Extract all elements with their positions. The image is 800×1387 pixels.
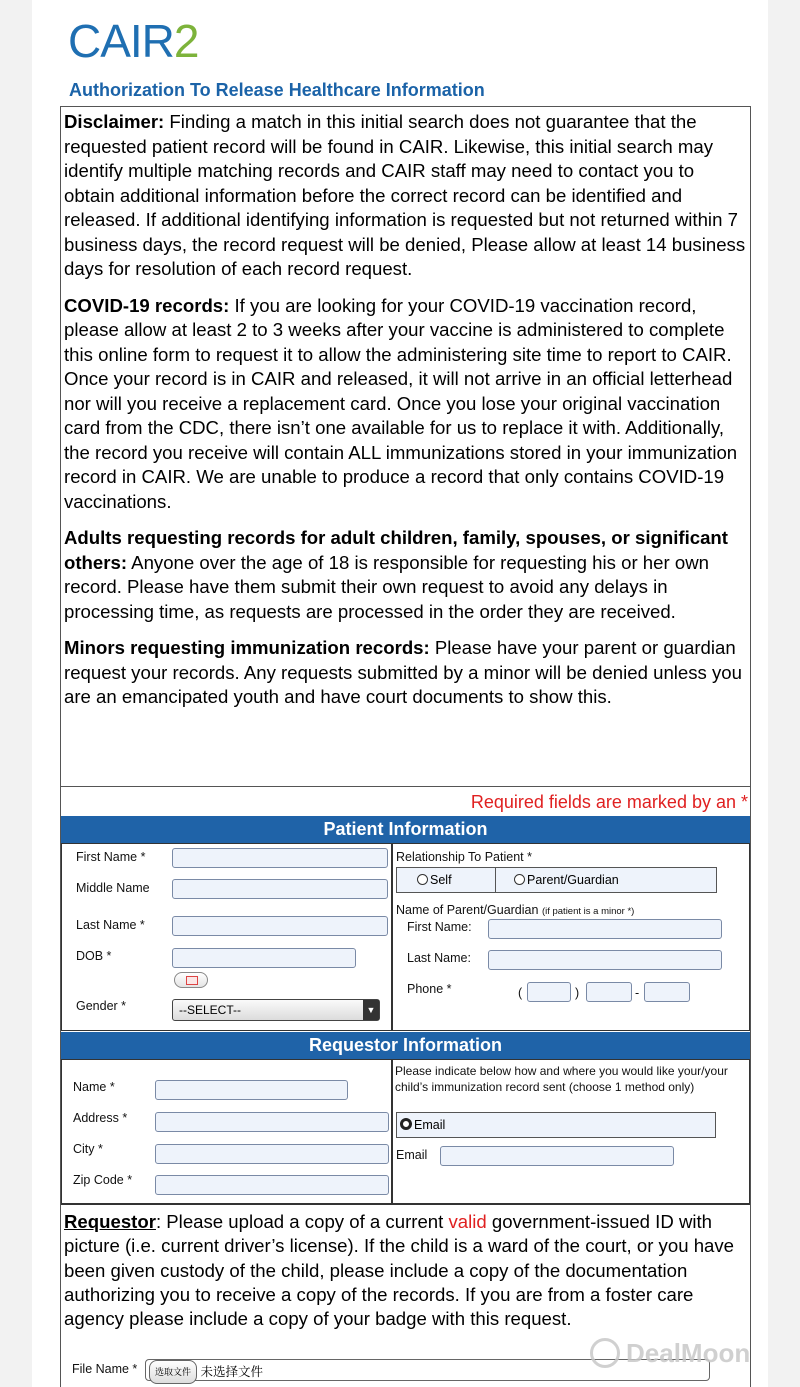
last-name-label: Last Name * [76,918,145,932]
dob-input[interactable] [172,948,356,968]
middle-name-input[interactable] [172,879,388,899]
guardian-heading: Name of Parent/Guardian (if patient is a minor *) [396,903,635,917]
address-label: Address * [73,1111,128,1125]
file-name-label: File Name * [72,1362,138,1376]
middle-name-label: Middle Name [76,881,150,895]
gender-select[interactable]: --SELECT-- ▼ [172,999,380,1021]
requestor-name-input[interactable] [155,1080,348,1100]
first-name-label: First Name * [76,850,146,864]
dealmoon-logo-icon [590,1338,620,1368]
phone-label: Phone * [407,982,452,996]
first-name-input[interactable] [172,848,388,868]
zip-code-label: Zip Code * [73,1173,133,1187]
cair2-logo: CAIR2 [68,15,199,67]
email-label: Email [396,1148,428,1162]
disclaimer-box [60,106,751,787]
patient-right-panel [392,843,750,1031]
zip-code-input[interactable] [155,1175,389,1195]
page-subtitle: Authorization To Release Healthcare Information [69,80,485,100]
email-input[interactable] [440,1146,674,1166]
requestor-right-panel [392,1059,750,1204]
required-fields-note: Required fields are marked by an * [470,792,748,812]
radio-selected-icon[interactable] [400,1118,412,1130]
requestor-information-header: Requestor Information [61,1032,750,1059]
guardian-last-name-label: Last Name: [407,951,471,965]
phone-prefix-input[interactable] [586,982,632,1002]
relationship-parent-option[interactable]: Parent/Guardian [495,867,717,893]
patient-left-panel [61,843,392,1031]
dealmoon-watermark: DealMoon [590,1338,750,1369]
phone-area-code-input[interactable] [527,982,571,1002]
upload-instructions: Requestor: Please upload a copy of a current valid government-issued ID with picture (i.e. current driver’s license). If the child is a ward of the court, or you have been given custody of the child, please include a copy of the documentation authorizing you to receive a copy of the records. If you are from a foster care agency please include a copy of your badge with this request. [64,1211,735,1330]
radio-icon[interactable] [514,874,525,885]
adults-requesting-paragraph: Adults requesting records for adult children, family, spouses, or significant others: Anyone over the age of 18 is responsible for requesting his or her own record. Please have them submit their own request to avoid any delays in processing time, as requests are processed in the order they are received. [64,527,728,622]
calendar-icon[interactable] [174,972,208,988]
gender-label: Gender * [76,999,127,1013]
chevron-down-icon: ▼ [363,1000,379,1020]
city-input[interactable] [155,1144,389,1164]
minors-requesting-paragraph: Minors requesting immunization records: Please have your parent or guardian request your records. Any requests submitted by a minor will be denied unless you are an emancipated youth and have court documents to show this. [64,637,742,707]
address-input[interactable] [155,1112,389,1132]
guardian-first-name-input[interactable] [488,919,722,939]
file-status-text: 未选择文件 [200,1365,264,1379]
disclaimer-paragraph: Disclaimer: Finding a match in this initial search does not guarantee that the requested patient record will be found in CAIR. Likewise, this initial search may identify multiple matching records and CAIR staff may need to contact you to obtain additional information before the correct record can be identified and released. If additional identifying information is requested but not returned within 7 business days, the record request will be denied, Please allow at least 14 business days for resolution of each record request. [64,111,746,279]
phone-open-paren: ( [518,986,523,1000]
last-name-input[interactable] [172,916,388,936]
guardian-first-name-label: First Name: [407,920,472,934]
phone-close-paren: ) [575,986,580,1000]
requestor-name-label: Name * [73,1080,115,1094]
method-email-option[interactable]: Email [396,1112,716,1138]
divider [61,1204,750,1205]
phone-dash: - [635,986,640,1000]
guardian-last-name-input[interactable] [488,950,722,970]
patient-information-header: Patient Information [61,816,750,843]
radio-icon[interactable] [417,874,428,885]
form-page [32,0,768,1387]
dob-label: DOB * [76,949,112,963]
city-label: City * [73,1142,103,1156]
relationship-label: Relationship To Patient * [396,850,532,864]
relationship-self-option[interactable]: Self [396,867,496,893]
choose-file-button[interactable]: 选取文件 [149,1360,197,1384]
delivery-method-instructions: Please indicate below how and where you would like your/your child’s immunization record sent (choose 1 method only) [395,1064,728,1094]
requestor-left-panel [61,1059,392,1204]
covid-records-paragraph: COVID-19 records: If you are looking for your COVID-19 vaccination record, please allow at least 2 to 3 weeks after your vaccine is administered to complete this online form to request it to allow the administering site time to report to CAIR. Once your record is in CAIR and released, it will not arrive in an official letterhead nor will you receive a replacement card. Once you lose your original vaccination card from the CDC, there isn’t one available for us to replace it with. Additionally, the record you receive will contain ALL immunizations stored in your immunization record in CAIR. We are unable to produce a record that only contains COVID-19 vaccinations. [64,294,738,512]
phone-line-input[interactable] [644,982,690,1002]
